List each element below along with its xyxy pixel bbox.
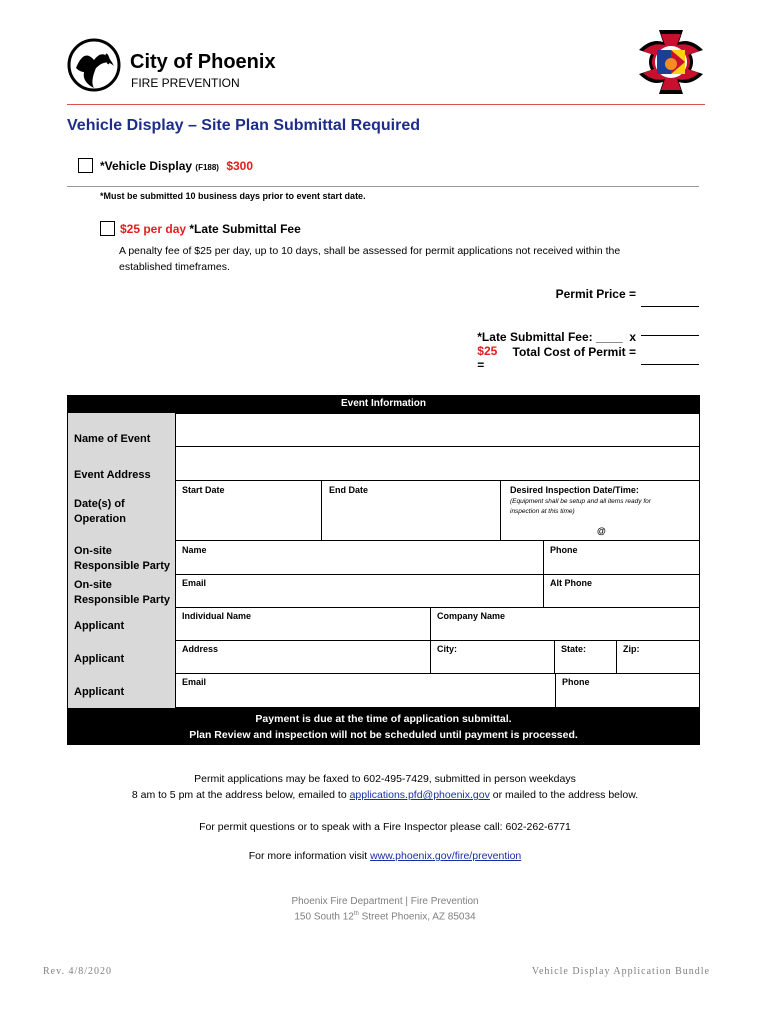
onsite-phone-label: Phone <box>550 545 578 555</box>
permit-price-field[interactable] <box>641 306 699 307</box>
onsite-name-label: Name <box>182 545 207 555</box>
info-line-1: Permit applications may be faxed to 602-495-7429, submitted in person weekdays <box>194 773 576 785</box>
inspection-at: @ <box>597 526 606 536</box>
org-name: City of Phoenix <box>130 51 276 73</box>
event-info-header <box>67 395 700 413</box>
questions-line: For permit questions or to speak with a Fire Inspector please call: 602-262-6771 <box>199 821 571 833</box>
city-logo <box>66 38 122 92</box>
info-line-2 <box>0 789 770 801</box>
end-date-label: End Date <box>329 485 369 495</box>
name-of-event-field[interactable] <box>175 413 700 447</box>
footer-address-post: Street Phoenix, AZ 85034 <box>358 911 476 923</box>
start-date-label: Start Date <box>182 485 225 495</box>
applicant-state-field[interactable] <box>554 640 617 674</box>
late-fee-label: *Late Submittal Fee <box>189 222 301 236</box>
revision-date: Rev. 4/8/2020 <box>43 966 113 977</box>
applicant-email-field[interactable] <box>175 673 556 708</box>
dept-name: FIRE PREVENTION <box>131 76 240 90</box>
vehicle-display-option <box>100 159 253 173</box>
row-label-applicant-3: Applicant <box>74 686 125 698</box>
end-date-field[interactable] <box>321 480 501 541</box>
applicant-address-label: Address <box>182 644 219 654</box>
vehicle-display-code: (F188) <box>195 163 219 172</box>
row-label-onsite-2: On-site Responsible Party <box>74 579 170 606</box>
late-fee-calc-eq: = <box>477 358 485 372</box>
late-fee-option <box>120 222 301 236</box>
payment-line-1: Payment is due at the time of application submittal. <box>255 713 512 725</box>
applicant-phone-label: Phone <box>562 677 590 687</box>
row-label-dates: Date(s) of Operation <box>74 498 126 525</box>
more-info-pre: For more information visit <box>248 850 368 862</box>
penalty-text-1: A penalty fee of $25 per day, up to 10 days, shall be assessed for permit applications not received within the <box>119 245 621 257</box>
option-rule <box>67 186 699 187</box>
late-fee-total-field[interactable] <box>641 335 699 336</box>
row-label-onsite-1: On-site Responsible Party <box>74 545 170 572</box>
late-fee-calc-amount: $25 <box>477 344 498 358</box>
vehicle-display-price: $300 <box>226 159 254 173</box>
website-link[interactable]: www.phoenix.gov/fire/prevention <box>370 850 522 862</box>
row-label-event-address: Event Address <box>74 469 151 481</box>
bundle-name: Vehicle Display Application Bundle <box>531 966 710 977</box>
onsite-name-field[interactable] <box>175 540 544 575</box>
applicant-city-label: City: <box>437 644 457 654</box>
event-info-title: Event Information <box>340 398 426 409</box>
info-line-2-pre: 8 am to 5 pm at the address below, emailed to <box>131 789 347 801</box>
applicant-zip-field[interactable] <box>616 640 700 674</box>
footer-address-sup: th <box>353 911 359 917</box>
onsite-email-label: Email <box>182 578 207 588</box>
info-line-2-post: or mailed to the address below. <box>492 789 639 801</box>
maltese-cross-icon <box>637 28 705 96</box>
individual-name-label: Individual Name <box>182 611 252 621</box>
late-fee-checkbox[interactable] <box>100 221 115 236</box>
inspection-field[interactable] <box>500 480 700 541</box>
phoenix-bird-icon <box>66 38 122 92</box>
footer-dept: Phoenix Fire Department | Fire Prevention <box>291 896 479 907</box>
applicant-zip-label: Zip: <box>623 644 640 654</box>
payment-line-2: Plan Review and inspection will not be scheduled until payment is processed. <box>189 729 578 741</box>
applicant-city-field[interactable] <box>430 640 555 674</box>
onsite-phone-field[interactable] <box>543 540 700 575</box>
applicant-address-field[interactable] <box>175 640 431 674</box>
onsite-email-field[interactable] <box>175 574 544 608</box>
permit-price-label: Permit Price = <box>555 287 636 301</box>
applicant-phone-field[interactable] <box>555 673 700 708</box>
onsite-alt-phone-label: Alt Phone <box>550 578 592 588</box>
total-cost-field[interactable] <box>641 364 699 365</box>
vehicle-display-label: *Vehicle Display <box>100 159 193 173</box>
page-title: Vehicle Display – Site Plan Submittal Required <box>67 117 420 134</box>
header-rule <box>67 104 705 105</box>
company-name-field[interactable] <box>430 607 700 641</box>
payment-notice <box>67 708 700 745</box>
total-cost-label: Total Cost of Permit = <box>512 345 636 359</box>
applicant-state-label: State: <box>561 644 587 654</box>
event-address-field[interactable] <box>175 446 700 481</box>
late-fee-price: $25 per day <box>120 222 187 236</box>
row-label-applicant-1: Applicant <box>74 620 125 632</box>
footer-address-pre: 150 South 12 <box>294 911 354 923</box>
applicant-email-label: Email <box>182 677 207 687</box>
late-fee-calc-label <box>471 316 636 372</box>
penalty-text-2: established timeframes. <box>119 261 230 273</box>
more-info-line <box>0 850 770 862</box>
onsite-alt-phone-field[interactable] <box>543 574 700 608</box>
row-label-name-of-event: Name of Event <box>74 433 151 445</box>
company-name-label: Company Name <box>437 611 506 621</box>
fire-badge-logo <box>637 28 705 96</box>
inspection-note: (Equipment shall be setup and all items ready for inspection at this time) <box>510 498 651 515</box>
inspection-label: Desired Inspection Date/Time: <box>510 485 639 495</box>
individual-name-field[interactable] <box>175 607 431 641</box>
footer-address <box>0 911 770 922</box>
start-date-field[interactable] <box>175 480 322 541</box>
late-fee-calc-prefix: *Late Submittal Fee: ____ x <box>477 330 636 344</box>
row-label-applicant-2: Applicant <box>74 653 125 665</box>
email-link[interactable]: applications.pfd@phoenix.gov <box>349 789 490 801</box>
must-submit-note: *Must be submitted 10 business days prior to event start date. <box>100 191 366 201</box>
vehicle-display-checkbox[interactable] <box>78 158 93 173</box>
